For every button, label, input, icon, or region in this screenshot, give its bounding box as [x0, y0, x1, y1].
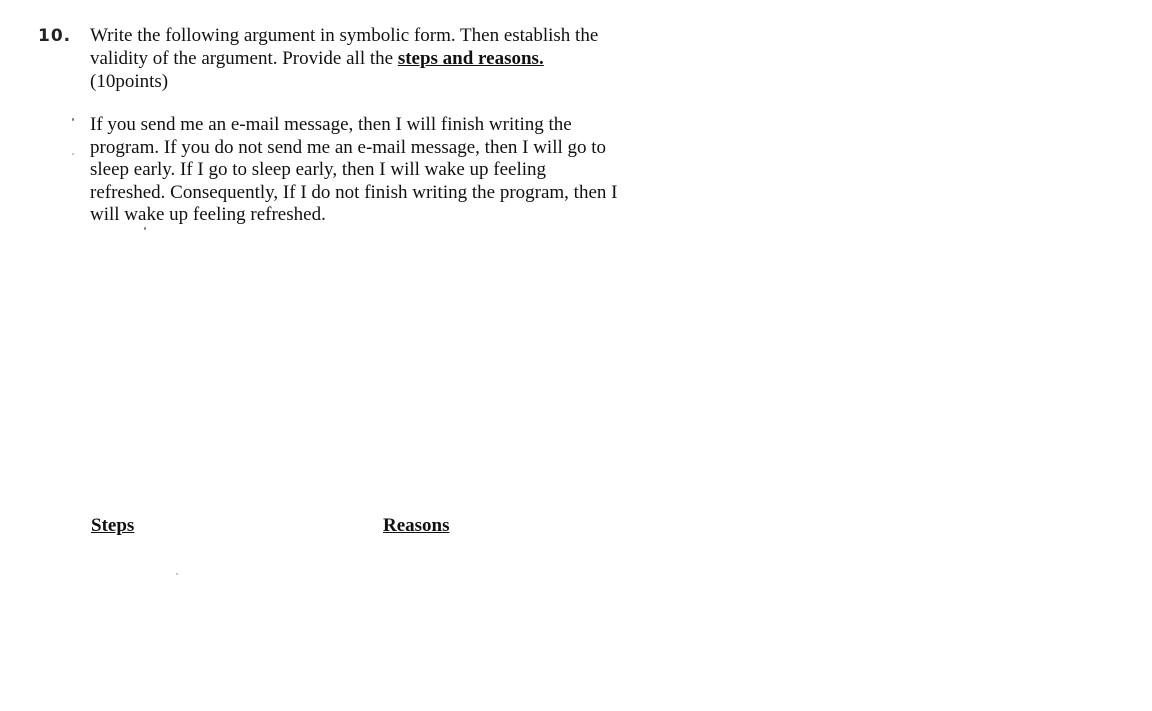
- instructions: [90, 24, 650, 93]
- scan-speck: [144, 227, 146, 230]
- scan-speck: [176, 573, 178, 575]
- instruction-line-2-text: validity of the argument. Provide all the: [90, 48, 398, 69]
- steps-column-header: Steps: [91, 515, 135, 536]
- argument-line-5: will wake up feeling refreshed.: [90, 204, 326, 225]
- argument-line-3: sleep early. If I go to sleep early, then I will wake up feeling: [90, 159, 546, 180]
- argument-line-4: refreshed. Consequently, If I do not finish writing the program, then I: [90, 181, 618, 203]
- steps-and-reasons-emphasis: steps and reasons.: [397, 48, 544, 69]
- scan-speck: [72, 153, 74, 155]
- scan-speck: [72, 118, 74, 121]
- problem-number: 10.: [38, 26, 72, 46]
- argument-line-1: If you send me an e-mail message, then I will finish writing the: [90, 114, 572, 135]
- instruction-line-2: [90, 47, 650, 70]
- argument-line-2: program. If you do not send me an e-mail message, then I will go to: [90, 136, 607, 158]
- argument-text: [90, 114, 670, 227]
- points-label: (10points): [90, 71, 169, 92]
- reasons-column-header: Reasons: [383, 515, 450, 536]
- instruction-line-1: Write the following argument in symbolic form. Then establish the: [90, 25, 599, 46]
